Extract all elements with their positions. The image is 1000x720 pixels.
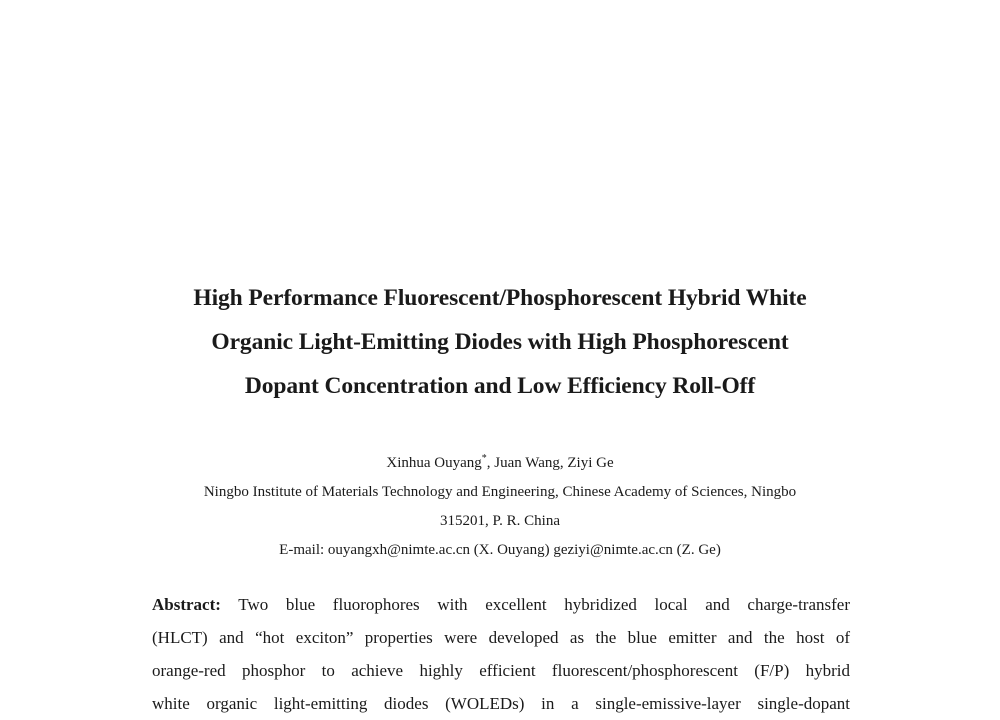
- abstract-line: orange-red phosphor to achieve highly efficient fluorescent/phosphorescent (F/P) hybrid: [152, 661, 850, 680]
- email-line: E-mail: ouyangxh@nimte.ac.cn (X. Ouyang) geziyi@nimte.ac.cn (Z. Ge): [279, 542, 721, 558]
- abstract-line: (HLCT) and “hot exciton” properties were developed as the blue emitter and the host of: [152, 628, 850, 647]
- title-line: High Performance Fluorescent/Phosphorescent Hybrid White: [193, 285, 807, 311]
- title-line: Organic Light-Emitting Diodes with High Phosphorescent: [211, 329, 789, 355]
- other-author-names: , Juan Wang, Ziyi Ge: [486, 455, 614, 471]
- abstract-section: [152, 588, 850, 720]
- abstract-label: Abstract:: [152, 595, 221, 614]
- abstract-text: Two blue fluorophores with excellent hybridized local and charge-transfer: [220, 595, 850, 614]
- paper-title: [100, 276, 900, 408]
- first-author-name: Xinhua Ouyang: [386, 455, 482, 471]
- author-names: [100, 449, 900, 478]
- abstract-line: [152, 588, 850, 621]
- affiliation-line: Ningbo Institute of Materials Technology and Engineering, Chinese Academy of Sciences, Ningbo: [203, 484, 797, 500]
- title-line: Dopant Concentration and Low Efficiency Roll-Off: [244, 373, 756, 399]
- author-block: [100, 449, 900, 565]
- corresponding-author-mark: *: [481, 453, 487, 464]
- abstract-line: white organic light-emitting diodes (WOLEDs) in a single-emissive-layer single-dopant: [152, 694, 850, 713]
- affiliation-line: 315201, P. R. China: [439, 513, 560, 529]
